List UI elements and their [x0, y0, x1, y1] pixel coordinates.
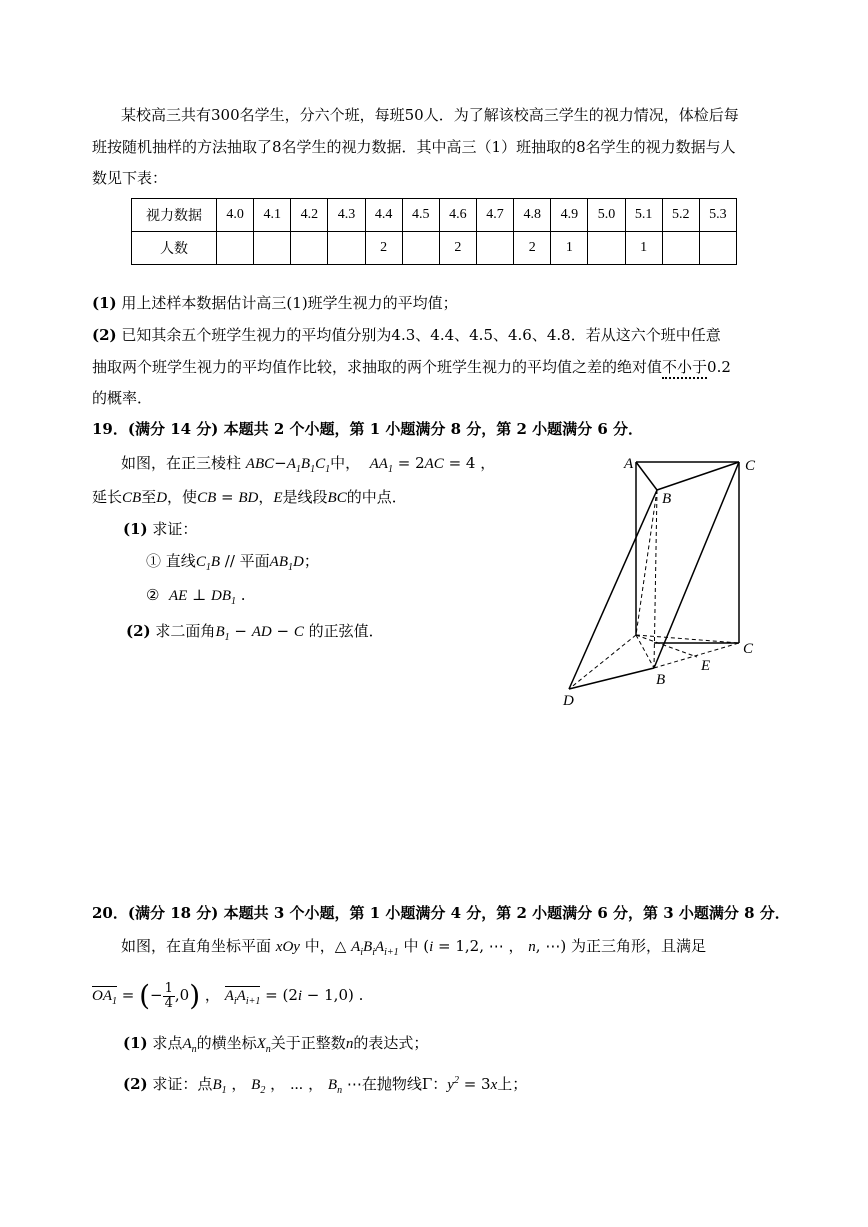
intro-line-1: 某校高三共有300名学生，分六个班，每班50人．为了解该校高三学生的视力情况，体检后每 [121, 106, 739, 124]
q18-emphasis: 不小于 [662, 358, 707, 379]
q19-part1-label: (1) [123, 520, 148, 538]
table-cell: 4.4 [365, 199, 402, 232]
math-dihedral: $B_1$ [215, 624, 230, 643]
table-row-counts [132, 232, 737, 265]
table-cell [699, 232, 736, 265]
table-cell: 2 [365, 232, 402, 265]
q20-part2-label: (2) [123, 1075, 148, 1093]
table-cell: 5.1 [625, 199, 662, 232]
q19-line2: 延长CB至D，使CB = BD，E是线段BC的中点． [92, 488, 407, 506]
q18-part2-label: (2) [92, 326, 117, 344]
label-a1: A [624, 456, 634, 472]
table-row-values [132, 199, 737, 232]
table-cell [254, 232, 291, 265]
q19-line2-text-d: ， [258, 488, 274, 506]
math-an: $A_n$ [182, 1036, 197, 1055]
vision-data-table [131, 198, 737, 265]
q20-vectors: $OA_1$ = (− $\frac{1}{4}$ ,0) ， $A_iA_{i+1} = (2i - 1,0)$ . [92, 979, 364, 1012]
prism-figure [550, 448, 770, 710]
table-cell: 4.9 [551, 199, 588, 232]
q20-part2-text-c: 上； [497, 1075, 528, 1093]
table-cell: 5.0 [588, 199, 625, 232]
q18-part1-text: 用上述样本数据估计高三(1)班学生视力的平均值； [121, 294, 458, 312]
table-cell: 1 [625, 232, 662, 265]
label-e: E [701, 658, 711, 674]
vector-oa1: $OA_1$ [92, 988, 117, 1007]
dashed-b1b [654, 490, 657, 668]
table-cell [662, 232, 699, 265]
vector-aiai1: $A_iA_{i+1}$ [224, 988, 261, 1007]
math-d: D [156, 490, 168, 506]
q19-sub2-num: ② [146, 586, 160, 604]
q20-part2: (2) 求证：点$B_1$ ， $B_2$ ， ⋯ ， $B_n$ ⋯在抛物线Γ：$y^2 = 3x$上； [123, 1075, 528, 1096]
q18-part2-line3: 的概率． [92, 389, 153, 407]
math-index: i [429, 939, 434, 955]
table-cell [291, 232, 328, 265]
label-c: C [743, 641, 754, 657]
math-n: n [345, 1036, 354, 1052]
table-cell: 4.6 [439, 199, 476, 232]
q20-part2-text-a: 求证：点 [152, 1075, 213, 1093]
q18-part2-text: 已知其余五个班学生视力的平均值分别为4.3、4.4、4.5、4.6、4.8．若从这六个班中任意 [121, 326, 721, 344]
table-cell: 5.2 [662, 199, 699, 232]
q19-line2-text-f: 的中点． [346, 488, 407, 506]
q20-line1-text-c: 中 ( [403, 937, 430, 955]
q19-part2: (2) 求二面角$B_1$ − AD − C 的正弦值． [126, 622, 384, 643]
edge-db [569, 668, 654, 689]
q20-part1 [123, 1032, 428, 1061]
q19-sub2: ② AE ⊥ $DB_1$ . [146, 586, 246, 607]
q18-part2-line2-text: 抽取两个班学生视力的平均值作比较，求抽取的两个班学生视力的平均值之差的绝对值 [92, 358, 663, 376]
edge-b1d [569, 490, 657, 689]
label-d: D [563, 693, 574, 709]
table-cell: 4.1 [254, 199, 291, 232]
q18-threshold: 0.2 [707, 358, 731, 376]
q19-part1 [123, 518, 197, 540]
q18-part2-line2 [92, 356, 731, 378]
table-cell: 2 [439, 232, 476, 265]
table-header-vision: 视力数据 [132, 199, 217, 232]
table-cell: 4.2 [291, 199, 328, 232]
dashed-ab [636, 635, 654, 668]
q18-part1-label: (1) [92, 294, 117, 312]
math-e: E [273, 490, 283, 506]
math-ae-perp: AE [169, 588, 188, 604]
table-cell: 4.3 [328, 199, 365, 232]
q18-part1 [92, 292, 458, 314]
q20-part2-text-b: 在抛物线Γ： [361, 1075, 448, 1093]
math-c1b: $C_1B$ [195, 554, 220, 573]
label-b: B [656, 672, 666, 688]
q19-line1: 如图，在正三棱柱 $ABC-A_1B_1C_1$中， $AA_1 = 2AC = 4$ ， [121, 454, 496, 475]
q19-sub1-text-b: 平面 [239, 552, 270, 570]
math-xn: $X_n$ [256, 1036, 271, 1055]
q20-line1-text-d: ) 为正三角形，且满足 [560, 937, 706, 955]
table-cell [402, 232, 439, 265]
table-cell: 5.3 [699, 199, 736, 232]
q20-line1-text-b: 中，△ [304, 937, 347, 955]
q19-part1-text: 求证： [152, 520, 198, 538]
q20-line1-text-a: 如图，在直角坐标平面 [121, 937, 272, 955]
math-cb-bd: CB [197, 490, 217, 506]
math-xoy: xOy [275, 939, 300, 955]
table-cell: 4.0 [217, 199, 254, 232]
q19-sub1: ① 直线$C_1B$ // 平面$AB_1D$； [146, 552, 319, 573]
label-b1: B [662, 491, 672, 507]
dashed-ac [636, 635, 739, 643]
table-header-count: 人数 [132, 232, 217, 265]
table-cell: 4.5 [402, 199, 439, 232]
dashed-bc [654, 643, 739, 668]
label-c1: C [745, 458, 756, 474]
edge-a1b1 [636, 462, 657, 490]
math-b-points: $B_1$ [212, 1077, 227, 1096]
math-bc: BC [327, 490, 347, 506]
q19-part2-label: (2) [126, 622, 151, 640]
math-aa1: $AA_1$ [369, 456, 393, 475]
intro-line-3: 数见下表： [92, 169, 168, 187]
edge-b1c1 [657, 462, 739, 490]
table-cell: 4.8 [514, 199, 551, 232]
q19-sub1-text-a: 直线 [165, 552, 196, 570]
table-cell: 1 [551, 232, 588, 265]
q20-part1-text-a: 求点 [152, 1034, 183, 1052]
q20-part1-text-b: 的横坐标 [196, 1034, 257, 1052]
q20-part1-label: (1) [123, 1034, 148, 1052]
q20-heading: 20．(满分 18 分) 本题共 3 个小题，第 1 小题满分 4 分，第 2 小题满分 6 分，第 3 小题满分 8 分． [92, 904, 790, 922]
table-cell: 2 [514, 232, 551, 265]
q19-sub1-num: ① [146, 552, 162, 570]
math-ab1d: $AB_1D$ [269, 554, 304, 573]
math-cb: CB [122, 490, 142, 506]
q19-heading: 19．(满分 14 分) 本题共 2 个小题，第 1 小题满分 8 分，第 2 小题满分 6 分． [92, 420, 644, 438]
q19-line1-text-b: 中， [330, 454, 361, 472]
q19-sub1-text-c: ； [303, 552, 319, 570]
fraction-quarter: $\frac{1}{4}$ [164, 980, 173, 1011]
dashed-b1a [636, 490, 657, 635]
q19-line2-text-c: ，使 [167, 488, 198, 506]
q19-line2-text-a: 延长 [92, 488, 123, 506]
q20-part1-text-d: 的表达式； [353, 1034, 429, 1052]
q18-part2 [92, 324, 721, 346]
q19-part2-text-b: 的正弦值． [308, 622, 384, 640]
table-cell [217, 232, 254, 265]
math-parabola: $y^2$ [447, 1075, 459, 1093]
math-triangle: $A_iB_iA_{i+1}$ [351, 939, 399, 958]
q19-line1-text-a: 如图，在正三棱柱 [121, 454, 242, 472]
table-cell [476, 232, 513, 265]
q19-part2-text-a: 求二面角 [155, 622, 216, 640]
q19-line2-text-e: 是线段 [282, 488, 328, 506]
table-cell [588, 232, 625, 265]
table-cell [328, 232, 365, 265]
math-prism: ABC [245, 456, 275, 472]
intro-line-2: 班按随机抽样的方法抽取了8名学生的视力数据．其中高三（1）班抽取的8名学生的视力数据与人 [92, 138, 736, 156]
table-cell: 4.7 [476, 199, 513, 232]
q20-part1-text-c: 关于正整数 [270, 1034, 346, 1052]
q19-line2-text-b: 至 [141, 488, 157, 506]
math-prism-top: $A_1B_1C_1$ [286, 456, 331, 475]
q20-line1: 如图，在直角坐标平面 xOy 中，△ $A_iB_iA_{i+1}$ 中 (i = 1,2, ⋯ ， n, ⋯) 为正三角形，且满足 [121, 937, 706, 958]
